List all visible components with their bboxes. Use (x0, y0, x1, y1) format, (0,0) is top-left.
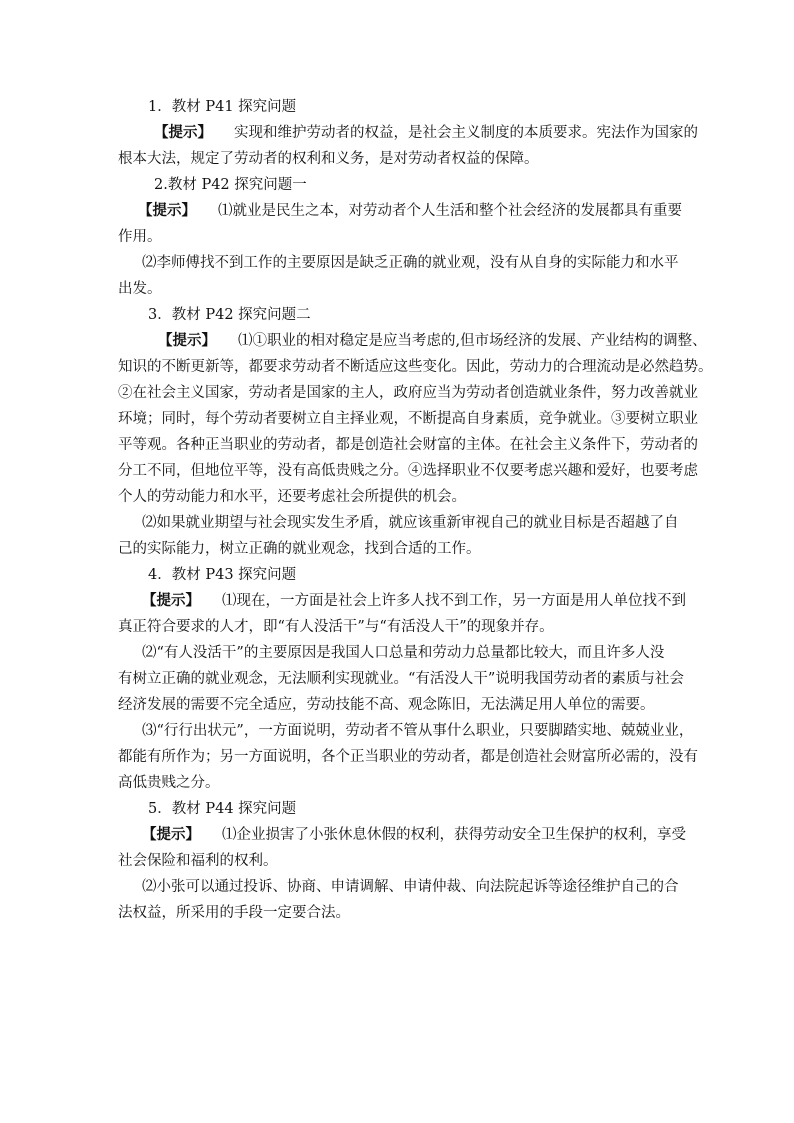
section-4-line-1: 【提示】 ⑴现在，一方面是社会上许多人找不到工作，另一方面是用人单位找不到 (142, 592, 686, 609)
section-3-line-1: 【提示】 ⑴①职业的相对稳定是应当考虑的,但市场经济的发展、产业结构的调整、 (158, 332, 707, 349)
section-1-line-2: 根本大法，规定了劳动者的权利和义务，是对劳动者权益的保障。 (118, 151, 539, 167)
hint-label: 【提示】 (142, 826, 200, 843)
section-3-line-8: ⑵如果就业期望与社会现实发生矛盾，就应该重新审视自己的就业目标是否超越了自 (142, 515, 679, 531)
hint-label: 【提示】 (142, 592, 200, 609)
section-3-heading: 3．教材 P42 探究问题二 (148, 307, 311, 323)
section-3-line-4: 环境；同时，每个劳动者要树立自主择业观，不断提高自身素质，竞争就业。③要树立职业 (118, 411, 698, 427)
section-3-line-9: 己的实际能力，树立正确的就业观念，找到合适的工作。 (118, 541, 481, 557)
section-3-line-2: 知识的不断更新等，都要求劳动者不断适应这些变化。因此，劳动力的合理流动是必然趋势。 (118, 359, 713, 375)
section-2-line-4: 出发。 (118, 281, 162, 297)
section-5-heading: 5．教材 P44 探究问题 (148, 801, 297, 817)
section-4-line-8: 高低贵贱之分。 (118, 775, 220, 791)
section-2-heading: 2.教材 P42 探究问题一 (154, 177, 307, 193)
section-4-line-5: 经济发展的需要不完全适应，劳动技能不高、观念陈旧，无法满足用人单位的需要。 (118, 697, 655, 713)
section-1-heading: 1．教材 P41 探究问题 (148, 99, 297, 115)
section-2-line-3: ⑵李师傅找不到工作的主要原因是缺乏正确的就业观，没有从自身的实际能力和水平 (142, 255, 679, 271)
section-4-line-3: ⑵“有人没活干”的主要原因是我国人口总量和劳动力总量都比较大，而且许多人没 (142, 645, 665, 661)
section-4-line-6: ⑶“行行出状元”，一方面说明，劳动者不管从事什么职业，只要脚踏实地、兢兢业业， (142, 723, 694, 739)
section-1-line-1: 【提示】 实现和维护劳动者的权益，是社会主义制度的本质要求。宪法作为国家的 (154, 124, 698, 141)
section-3-line-6: 分工不同，但地位平等，没有高低贵贱之分。④选择职业不仅要考虑兴趣和爱好，也要考虑 (118, 463, 698, 479)
section-5-line-4: 法权益，所采用的手段一定要合法。 (118, 905, 350, 921)
section-4-heading: 4．教材 P43 探究问题 (148, 567, 297, 583)
section-4-line-2: 真正符合要求的人才，即“有人没活干”与“有活没人干”的现象并存。 (118, 619, 554, 635)
section-5-line-1: 【提示】 ⑴企业损害了小张休息休假的权利，获得劳动安全卫生保护的权利，享受 (142, 826, 686, 843)
section-2-line-1: 【提示】 ⑴就业是民生之本，对劳动者个人生活和整个社会经济的发展都具有重要 (138, 202, 682, 219)
hint-label: 【提示】 (138, 202, 196, 219)
section-3-line-3: ②在社会主义国家，劳动者是国家的主人，政府应当为劳动者创造就业条件，努力改善就业 (118, 385, 698, 401)
hint-label: 【提示】 (158, 332, 216, 349)
section-5-line-3: ⑵小张可以通过投诉、协商、申请调解、申请仲裁、向法院起诉等途径维护自己的合 (142, 879, 679, 895)
section-3-line-5: 平等观。各种正当职业的劳动者，都是创造社会财富的主体。在社会主义条件下，劳动者的 (118, 437, 698, 453)
section-4-line-4: 有树立正确的就业观念，无法顺利实现就业。“有活没人干”说明我国劳动者的素质与社会 (118, 671, 684, 687)
hint-label: 【提示】 (154, 124, 212, 141)
section-5-line-2: 社会保险和福利的权利。 (118, 853, 278, 869)
section-2-line-2: 作用。 (118, 229, 162, 245)
section-3-line-7: 个人的劳动能力和水平，还要考虑社会所提供的机会。 (118, 489, 466, 505)
section-4-line-7: 都能有所作为；另一方面说明，各个正当职业的劳动者，都是创造社会财富所必需的，没有 (118, 749, 698, 765)
answer-content (118, 94, 713, 926)
